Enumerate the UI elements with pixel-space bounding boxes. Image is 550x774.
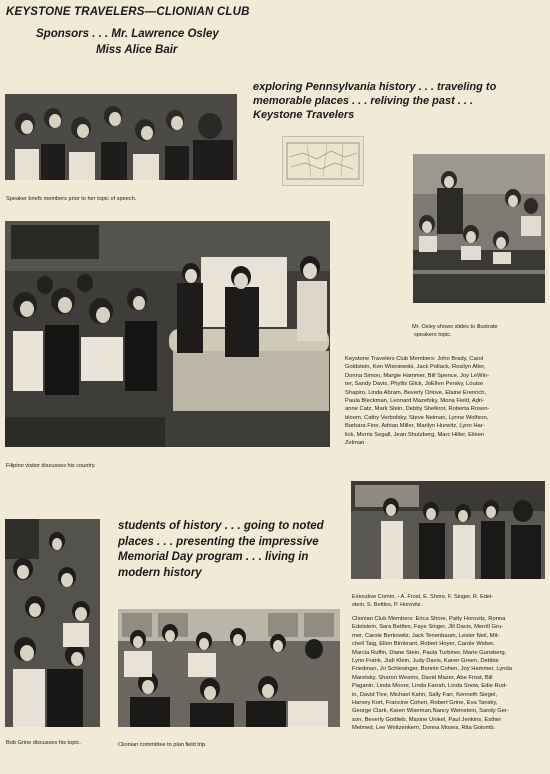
photo-filipino-visitor: [5, 221, 330, 447]
tagline-bottom-line: modern history: [118, 566, 202, 579]
members-line: Paula Bleckman, Leonard Mazefsky, Mona Field, Adri-: [345, 398, 485, 405]
photo-executive-committee: [351, 481, 545, 579]
members-line: chell Taig, Ellen Birnkrant, Robert Hoyer, Carole Weber,: [352, 641, 495, 648]
tagline-bottom-line: places . . . presenting the impressive: [118, 535, 319, 548]
photo-clionian-committee: [118, 609, 340, 727]
members-line: ter, Sandy Davis, Phyllis Glick, JoEllen Persky, Louise: [345, 381, 484, 388]
caption-line: stein, S. Bettles, P. Horovitz.: [352, 602, 423, 608]
page-title: KEYSTONE TRAVELERS—CLIONIAN CLUB: [6, 6, 250, 18]
caption-line: Executive Comm. - A. Frost, E. Shore, F. Singer, R. Edel-: [352, 594, 494, 600]
tagline-bottom: [118, 519, 340, 581]
members-line: Maretsky, Sharon Weems, David Mazer, Abe Frost, Bill: [352, 674, 493, 681]
caption-filipino-visitor: Filipino visitor discusses his country.: [6, 463, 96, 469]
caption-osley-slides: [412, 323, 546, 339]
caption-bob-grine: Bob Grine discusses his topic.: [6, 740, 81, 746]
tagline-top-line: memorable places . . . reliving the past . . .: [253, 95, 474, 107]
members-line: Goldstein, Ken Wisniewski, Jack Pollack, Rosilyn Alter,: [345, 364, 486, 371]
photo-osley-slides: [413, 154, 545, 303]
keystone-members-list: [345, 355, 545, 447]
members-line: Donna Simon, Margie Hammer, Bill Spence, Joy LeWin-: [345, 372, 490, 379]
members-line: anne Catz, Mark Stein, Debby Shelkrot, Roberta Rosen-: [345, 406, 490, 413]
members-line: Friedman, Jo Schlesinger, Bonnie Cohen, Joy Hammer, Lynda: [352, 666, 512, 673]
members-line: Zelman: [345, 440, 365, 447]
sponsors-line-2: Miss Alice Bair: [96, 44, 178, 56]
members-line: son, Beverly Gottlieb, Maxine Unikel, Paul Jenkins, Esther: [352, 716, 502, 723]
caption-executive-committee: [352, 593, 545, 609]
tagline-top-line: exploring Pennsylvania history . . . traveling to: [253, 81, 497, 93]
caption-clionian-committee: Clionian committee to plan field trip.: [118, 742, 207, 748]
members-line: Clionian Club Members: Erica Shore, Patty Horovitz, Ronna: [352, 616, 506, 622]
members-line: Paganin, Linda Moore, Linda Farrah, Linda Snow, Edie Rud-: [352, 683, 508, 690]
tagline-top-line: Keystone Travelers: [253, 109, 355, 121]
members-line: Keystone Travelers Club Members: John Brady, Carol: [345, 356, 484, 362]
members-line: Melmed, Lee Weitzenkern, Donna Moses, Rita Golomb.: [352, 725, 496, 732]
members-line: in, David Tive, Michael Kahn, Sally Farr, Kenneth Siegel,: [352, 691, 497, 698]
members-line: Marcia Ruffin, Diane Stein, Paula Turbiner, Marie Gunsberg,: [352, 649, 507, 656]
caption-speaker-briefs: Speaker briefs members prior to her topic of speech.: [6, 196, 137, 202]
tagline-bottom-line: students of history . . . going to noted: [118, 520, 324, 532]
photo-bob-grine: [5, 519, 100, 727]
members-line: Edelstein, Sara Bettles, Faye Singer, Jill Davis, Merrill Gru-: [352, 624, 504, 631]
members-line: George Clark, Karen Wiseman,Nancy Weinstein, Sandy Ger-: [352, 708, 509, 715]
members-line: Barbara Fine, Adrian Miller, Marilyn Hurwitz, Lynn Har-: [345, 423, 485, 430]
members-line: mer, Carole Berkowitz, Jack Tenenbaum, Lester Neil, Mit-: [352, 632, 500, 639]
members-line: lick, Morris Segall, Jean Shutzberg, Marc Hiller, Eileen: [345, 431, 485, 438]
tagline-top: [253, 80, 543, 122]
members-line: Shapiro, Linda Abram, Beverly Orlove, Elaine Erenrich,: [345, 389, 487, 396]
caption-line: speakers topic.: [414, 332, 452, 338]
members-line: Lynn Frank, Judi Klein, Judy Davis, Karen Green, Debbie: [352, 658, 499, 665]
sponsors-line-1: Sponsors . . . Mr. Lawrence Osley: [36, 28, 219, 40]
members-line: Harvey Kort, Francine Cohen, Robert Grine, Eva Tansky,: [352, 700, 498, 707]
tagline-bottom-line: Memorial Day program . . . living in: [118, 551, 309, 563]
members-line: bloom, Cathy Verbofsky, Steve Neiman, Lynne Wolfson,: [345, 414, 489, 421]
photo-speaker-briefs: [5, 94, 237, 180]
caption-line: Mr. Osley shows slides to illustrate: [412, 324, 498, 330]
pennsylvania-map: [282, 136, 364, 186]
clionian-members-list: [352, 615, 546, 733]
